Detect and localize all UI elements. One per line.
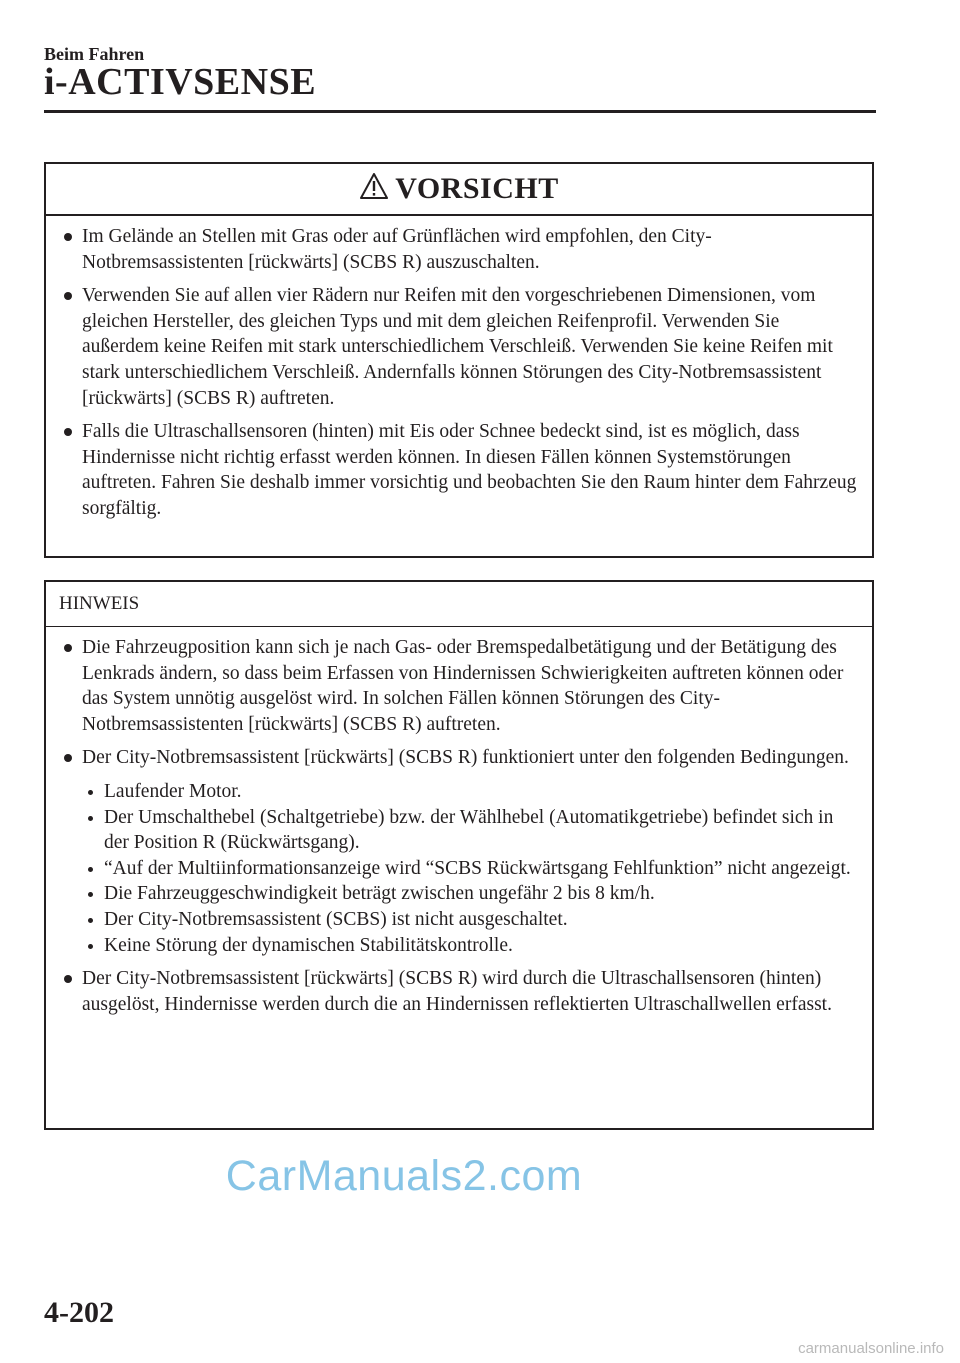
note-item bbox=[60, 745, 858, 958]
note-item: Der City-Notbremsassistent [rückwärts] (SCBS R) wird durch die Ultraschallsensoren (hinten) ausgelöst, Hindernisse werden durch die an Hindernissen reflektierten Ultraschallwellen erfasst. bbox=[60, 966, 858, 1017]
note-heading: HINWEIS bbox=[46, 582, 872, 627]
watermark-logo: CarManuals2.com bbox=[225, 1152, 583, 1200]
condition-item: Der City-Notbremsassistent (SCBS) ist nicht ausgeschaltet. bbox=[82, 907, 858, 933]
condition-item: “Auf der Multiinformationsanzeige wird “SCBS Rückwärtsgang Fehlfunktion” nicht angezeigt. bbox=[82, 856, 858, 882]
warning-icon bbox=[359, 172, 389, 200]
condition-list bbox=[82, 779, 858, 958]
note-item-text: Der City-Notbremsassistent [rückwärts] (SCBS R) funktioniert unter den folgenden Bedingungen. bbox=[82, 747, 849, 769]
caution-item: Im Gelände an Stellen mit Gras oder auf Grünflächen wird empfohlen, den City-Notbremsassistenten [rückwärts] (SCBS R) auszuschalten. bbox=[60, 224, 858, 275]
note-box bbox=[44, 580, 874, 1130]
condition-item: Laufender Motor. bbox=[82, 779, 858, 805]
caution-heading bbox=[46, 164, 872, 216]
section-label: Beim Fahren bbox=[44, 44, 145, 64]
condition-item: Die Fahrzeuggeschwindigkeit beträgt zwischen ungefähr 2 bis 8 km/h. bbox=[82, 881, 858, 907]
caution-heading-text: VORSICHT bbox=[395, 172, 559, 205]
caution-box bbox=[44, 162, 874, 558]
condition-item: Keine Störung der dynamischen Stabilitätskontrolle. bbox=[82, 933, 858, 959]
note-item: Die Fahrzeugposition kann sich je nach Gas- oder Bremspedalbetätigung und der Betätigung des Lenkrads ändern, so dass beim Erfassen von Hindernissen Schwierigkeiten auftreten können oder das System unnötig ausgelöst wird. In solchen Fällen können Störungen des City-Notbremsassistenten [rückwärts] (SCBS R) auftreten. bbox=[60, 635, 858, 737]
page-number: 4-202 bbox=[44, 1296, 114, 1329]
footer-watermark: carmanualsonline.info bbox=[798, 1340, 944, 1357]
caution-item: Falls die Ultraschallsensoren (hinten) mit Eis oder Schnee bedeckt sind, ist es möglich, dass Hindernisse nicht richtig erfasst werden können. In diesen Fällen können Systemstörungen auftreten. Fahren Sie deshalb immer vorsichtig und beobachten Sie den Raum hinter dem Fahrzeug sorgfältig. bbox=[60, 419, 858, 521]
condition-item: Der Umschalthebel (Schaltgetriebe) bzw. der Wählhebel (Automatikgetriebe) befindet sich in der Position R (Rückwärtsgang). bbox=[82, 805, 858, 856]
caution-item: Verwenden Sie auf allen vier Rädern nur Reifen mit den vorgeschriebenen Dimensionen, vom gleichen Hersteller, des gleichen Typs und mit dem gleichen Reifenprofil. Verwenden Sie außerdem keine Reifen mit stark unterschiedlichem Verschleiß. Verwenden Sie keine Reifen mit stark unterschiedlichem Verschleiß. Andernfalls können Störungen des City-Notbremsassistent [rückwärts] (SCBS R) auftreten. bbox=[60, 283, 858, 411]
header-divider bbox=[44, 110, 876, 113]
page-title: i-ACTIVSENSE bbox=[44, 61, 317, 103]
